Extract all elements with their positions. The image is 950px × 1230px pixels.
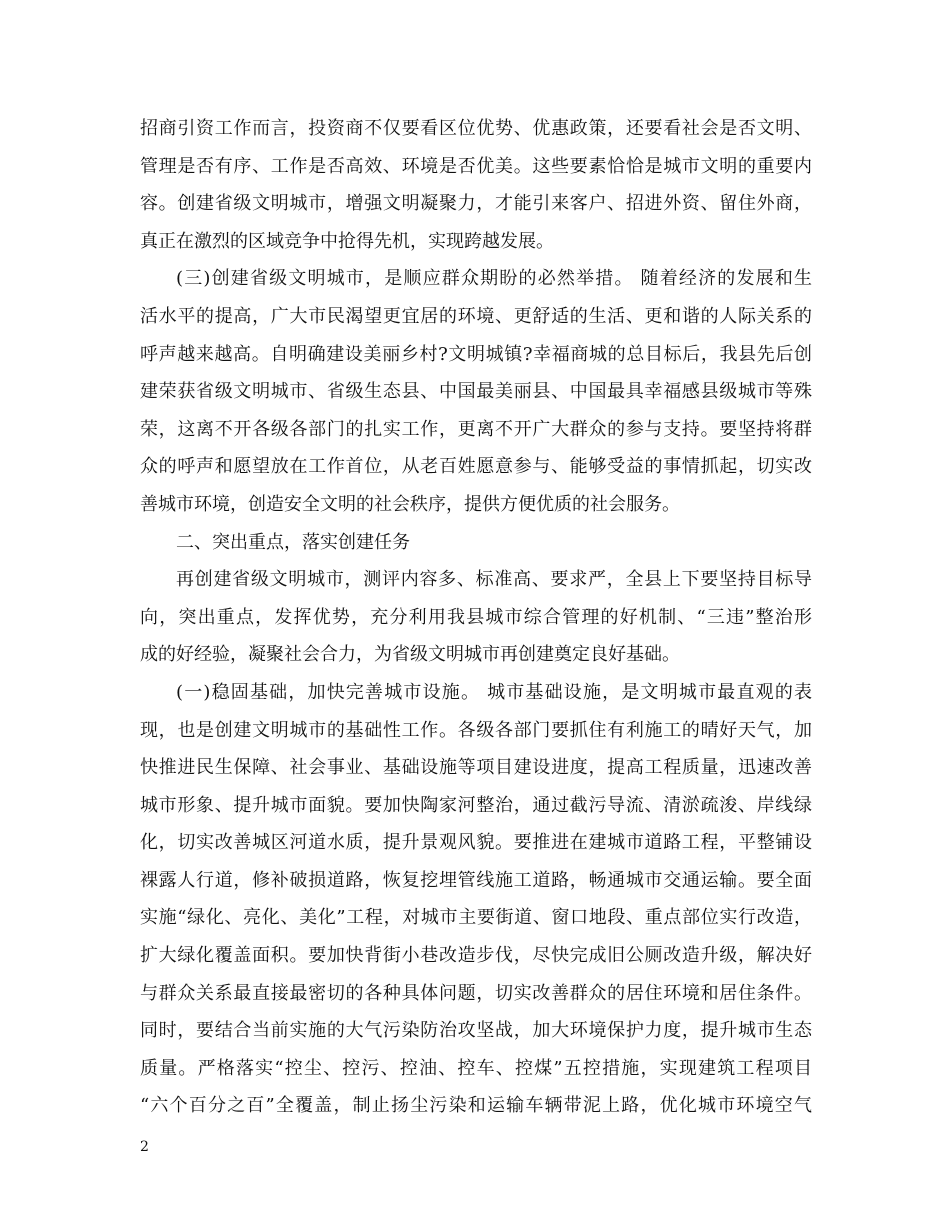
text-line: 容。创建省级文明城市，增强文明凝聚力，才能引来客户、招进外资、留住外商， <box>140 193 812 215</box>
text-line: 二、突出重点，落实创建任务 <box>176 531 410 553</box>
text-line: 现，也是创建文明城市的基础性工作。各级各部门要抓住有利施工的晴好天气，加 <box>140 719 812 741</box>
text-line: 管理是否有序、工作是否高效、环境是否优美。这些要素恰恰是城市文明的重要内 <box>140 155 812 177</box>
text-line: 快推进民生保障、社会事业、基础设施等项目建设进度，提高工程质量，迅速改善 <box>140 757 812 779</box>
text-line: “六个百分之百”全覆盖，制止扬尘污染和运输车辆带泥上路，优化城市环境空气 <box>140 1095 812 1117</box>
text-line: 实施“绿化、亮化、美化”工程，对城市主要街道、窗口地段、重点部位实行改造， <box>140 907 812 929</box>
text-line: 城市形象、提升城市面貌。要加快陶家河整治，通过截污导流、清淤疏浚、岸线绿 <box>140 794 812 816</box>
text-line: 裸露人行道，修补破损道路，恢复挖埋管线施工道路，畅通城市交通运输。要全面 <box>140 869 812 891</box>
text-line: 活水平的提高，广大市民渴望更宜居的环境、更舒适的生活、更和谐的人际关系的 <box>140 305 812 327</box>
text-line: 质量。严格落实“控尘、控污、控油、控车、控煤”五控措施，实现建筑工程项目 <box>140 1057 812 1079</box>
text-line: 众的呼声和愿望放在工作首位，从老百姓愿意参与、能够受益的事情抓起，切实改 <box>140 456 812 478</box>
page-number: 2 <box>140 1139 149 1155</box>
text-line: 呼声越来越高。自明确建设美丽乡村?文明城镇?幸福商城的总目标后，我县先后创 <box>140 343 812 365</box>
text-line: 招商引资工作而言，投资商不仅要看区位优势、优惠政策，还要看社会是否文明、 <box>140 118 812 139</box>
text-line: 荣，这离不开各级各部门的扎实工作，更离不开广大群众的参与支持。要坚持将群 <box>140 418 812 440</box>
text-line: 真正在激烈的区域竞争中抢得先机，实现跨越发展。 <box>140 230 554 252</box>
text-line: 与群众关系最直接最密切的各种具体问题，切实改善群众的居住环境和居住条件。 <box>140 982 812 1004</box>
text-line: 扩大绿化覆盖面积。要加快背街小巷改造步伐，尽快完成旧公厕改造升级，解决好 <box>140 945 812 967</box>
text-line: 再创建省级文明城市，测评内容多、标准高、要求严，全县上下要坚持目标导 <box>176 569 812 591</box>
text-line: 向，突出重点，发挥优势，充分利用我县城市综合管理的好机制、“三违”整治形 <box>140 606 812 628</box>
text-line: 同时，要结合当前实施的大气污染防治攻坚战，加大环境保护力度，提升城市生态 <box>140 1020 812 1042</box>
text-line: 化，切实改善城区河道水质，提升景观风貌。要推进在建城市道路工程，平整铺设 <box>140 832 812 854</box>
body-text <box>140 110 812 1125</box>
text-line: (一)稳固基础，加快完善城市设施。 城市基础设施，是文明城市最直观的表 <box>176 681 812 703</box>
text-line: 善城市环境，创造安全文明的社会秩序，提供方便优质的社会服务。 <box>140 493 680 515</box>
text-line: (三)创建省级文明城市，是顺应群众期盼的必然举措。 随着经济的发展和生 <box>176 268 812 290</box>
text-line: 建荣获省级文明城市、省级生态县、中国最美丽县、中国最具幸福感县级城市等殊 <box>140 381 812 403</box>
text-line: 成的好经验，凝聚社会合力，为省级文明城市再创建奠定良好基础。 <box>140 644 680 666</box>
